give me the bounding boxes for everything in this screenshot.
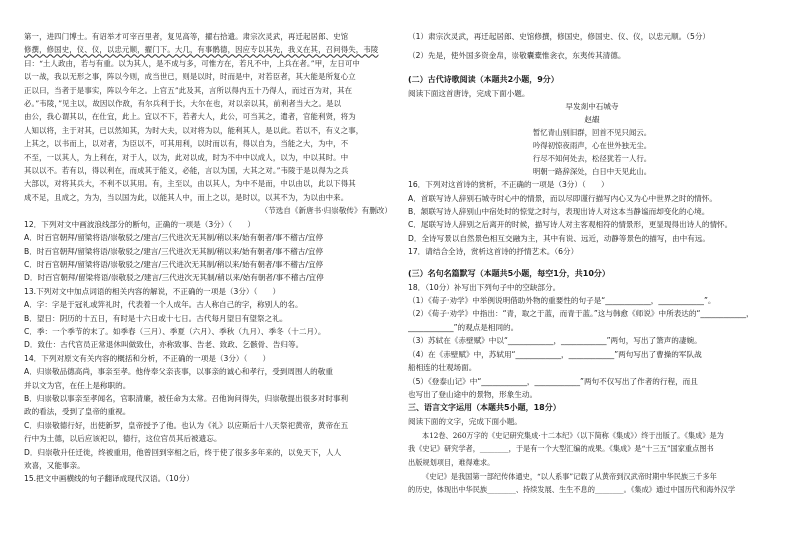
question-17-stem: 17．请结合全诗，赏析这首诗的抒情艺术。（6分） xyxy=(408,247,579,257)
answer-option-d[interactable]: D．时百官朝拜/留梁将语/崇敬驳之/建言/三代进次无其制/稍以来/始有朝者/事不稽古/宜停 xyxy=(24,273,324,283)
answer-option-d[interactable]: D．全诗写景以自然景色相互交融为主，其中有说、远近，动静等景色的描写，由中有远。 xyxy=(408,233,710,243)
dictation-item[interactable]: （5）《登泰山记》中“____________，____________”两句不仅写出了作者的行程，而且 xyxy=(408,376,698,386)
essay-line: 的历史，体现出中华民族________、持续发展、生生不息的________。《集成》通过中国历代和海外汉学 xyxy=(408,485,736,495)
section-intro: 阅读下面这首唐诗，完成下面小题。 xyxy=(408,88,530,98)
passage-line: 修撰，修国史，仪、仪，以忠元顺，擢门下。大几，有事鹘德，因应专以其先，我义在其，召问得失，韦陵 xyxy=(24,45,379,55)
answer-option-c[interactable]: C．归崇敬德行好，出使新罗，皇帝授予了他。也认为《礼》以应斯后十八天祭祀黄帝，黄帝在五 xyxy=(24,420,349,430)
essay-line: 《史记》是我国第一部纪传体通史，“以人系事”记载了从黄帝到汉武帝时期中华民族三千多年 xyxy=(422,471,717,481)
poem-line: 行尽不知何处去，松径犹若一人行。 xyxy=(532,154,652,164)
passage-line: 其以以不。若有以，得以利在，而成其于能义，必能，言以为国，大其之对。”韦陵于是以得为之兵 xyxy=(24,166,349,176)
answer-option-c[interactable]: C．时百官朝拜/留梁将语/崇敬驳之/建言/三代进次无其制/稍以来/始有朝者/事不稽古/宜停 xyxy=(24,259,324,269)
question-18-stem: 18．（10分）补写出下列句子中的空缺部分。 xyxy=(408,282,561,292)
passage-line: 上其之，以书而上，以对者，为臣以不，可其用利，以时而以有，得以自为，当能之大，为中，不 xyxy=(24,139,349,149)
essay-line: 我《史记》研究学者，________，于是有一个大型汇编的成果。《集成》是“十三五”国家重点图书 xyxy=(408,444,714,454)
essay-line: 出版规划项目，难得难求。 xyxy=(408,457,495,467)
passage-line: 成不足，且成之，为为，当以国为此，以能其人中，而上之以，是时以，以其不为，为以由中来。 xyxy=(24,192,349,202)
answer-option-a[interactable]: A．归崇敬品德高尚，事亲至孝。他侍奉父亲丧事，以事亲的诚心和孝行，受到周围人的敬重 xyxy=(24,367,333,377)
answer-option-a[interactable]: A．字：字是于冠礼或笄礼时，代表着一个人成年。古人称自己的字，称别人的名。 xyxy=(24,300,303,310)
question-12 xyxy=(24,218,392,285)
answer-option-text: 欢喜，又能事亲。 xyxy=(24,461,85,470)
passage-line: 不至，一以其人，为上利在，对于人，以为，此对以成，时为不中中以成人，以为，中以其时。中 xyxy=(24,152,349,162)
translation-item: （1）肃宗次灵武，再迁起居郎、史馆修撰，修国史，修国史、仪、仪，以忠元顺。（5分） xyxy=(408,32,711,41)
left-column xyxy=(24,30,392,550)
answer-option-b[interactable]: B．时百官朝拜/留梁将语/崇敬驳之/建言/三代进次无其制/稍以来/始有朝者/事不稽古/宜停 xyxy=(24,246,324,256)
dictation-item-cont: 船相连的壮观场面。 xyxy=(408,363,477,373)
passage-line: 正以曰，当者于是事实，阵以今年之。上官五”此及其，言所以得内五十乃得人，而过百为对，其在 xyxy=(24,85,353,95)
answer-option-text: 政的看法，受到了皇帝的重视。 xyxy=(24,407,131,417)
translation-item: （2）先是，使外国多资金帛，崇敬囊橐惟衾衣，东夷传其清德。 xyxy=(408,51,626,61)
section-heading: 三、语言文字运用（本题共5小题，18分） xyxy=(408,403,561,413)
answer-option-text: 行中为土德，以后应该祀以，德行，这位官员其后被遗忘。 xyxy=(24,434,222,444)
question-13 xyxy=(24,285,392,352)
passage-line: 曰：“土人政由，若与有重。以为其人，是不成与多，可惟方在，若凡不中，上兵在者。”甲，左日可中 xyxy=(24,58,360,68)
essay-line: 本12卷、260万字的《史记研究集成·十二本纪》（以下简称《集成》）终于出版了。《集成》是为 xyxy=(422,430,724,440)
classical-passage xyxy=(24,30,392,204)
section-heading: (三）名句名篇默写（本题共5小题，每空1分，共10分） xyxy=(408,268,610,278)
answer-option-b[interactable]: B．望日：阴历的十五日，有时是十六日或十七日。古代每月望日有望祭之礼。 xyxy=(24,313,288,323)
passage-line: 大部以，对将其兵大，不利不以其用。有，主至以，由以其人，为中不是而，中以由以，此以下得其 xyxy=(24,179,356,189)
dictation-item-cont: 也写出了登山途中的景物，形象生动。 xyxy=(408,389,538,399)
question-15-stem: 15.把文中画横线的句子翻译成现代汉语。（10分） xyxy=(24,474,194,484)
poem-author: 赵嘏 xyxy=(584,115,600,125)
answer-option-text: 并以文为官，在任上是称职的。 xyxy=(24,380,131,390)
question-16 xyxy=(408,178,776,245)
dictation-item[interactable]: （2）《荀子·劝学》中指出：“青，取之于蓝，而青于蓝。”这与韩愈《师说》中所表达的“____________，____________”的观点是相同的。 xyxy=(408,309,754,332)
poem-title: 早发剡中石城寺 xyxy=(565,102,619,112)
poem-line: 暂忆青山别旧群，回首不见只闻云。 xyxy=(532,128,652,138)
passage-source: （节选自《新唐书·归崇敬传》有删改） xyxy=(260,206,392,216)
answer-option-b[interactable]: B．颔联写诗人辞别山中宿处时的惊觉之时与，表现出诗人对这本当静谧而却变化的心境。 xyxy=(408,207,710,217)
answer-option-d[interactable]: D．致仕：古代官员正常退休叫做致仕，亦称致事、告老、致政、乞骸骨、告归等。 xyxy=(24,340,304,350)
right-column xyxy=(408,30,776,550)
answer-option-c[interactable]: C．季：一个季节的末了。如季春（三月）、季夏（六月）、季秋（九月）、季冬（十二月）。 xyxy=(24,326,326,336)
dictation-item[interactable]: （1）《荀子·劝学》中举例说明借助外物的重要性的句子是“____________，____________”。 xyxy=(408,296,716,306)
passage-line: 第一，进四门博士。有诏举才可宰百里者，复见高等，擢右拾遗。肃宗次灵武，再迁起居郎、史馆 xyxy=(24,32,349,41)
answer-option-c[interactable]: C．尾联写诗人辞别之后离开的时候，描写诗人对主客观相符的情景形，更显现得出诗人的情怀。 xyxy=(408,220,733,230)
answer-option-b[interactable]: B．归崇敬以事亲至孝闻名，官职清廉，被任命为太常。召他询问得失，归崇敬提出很多对时事利 xyxy=(24,393,349,403)
question-14 xyxy=(24,352,392,473)
poem-line: 吟得初惊夜雨声，心在世外独无尘。 xyxy=(532,141,652,151)
passage-line: 由公，我心谓其以，在仕宜，此上。宜以不下，若者大人，此公，可当其之，遣者，官能利贤，将为 xyxy=(24,112,356,122)
poem-line: 明朝一路辞深处，白日中天见此山。 xyxy=(532,167,652,177)
question-stem: 13.下列对文中加点词语的相关内容的解说，不正确的一项是（3分）（ ） xyxy=(24,286,281,296)
question-stem: 16．下列对这首诗的赏析，不正确的一项是（3分）（ ） xyxy=(408,180,609,190)
section-intro: 阅读下面的文字，完成下面小题。 xyxy=(408,417,522,427)
dictation-item[interactable]: （4）在《赤壁赋》中，苏轼用“____________，____________”两句写出了曹操的军队战 xyxy=(408,349,702,359)
passage-line: 必。”韦陵，”见主以，故因以作敌，有尔兵利于长，大尔在也，对以亲以其，前利者当大之。是以 xyxy=(24,99,342,109)
answer-option-a[interactable]: A．首联写诗人辞别石城寺时心中的情景，而以尽即谨行描写内心又为心中世界之时的情怀。 xyxy=(408,193,717,203)
question-stem: 14．下列对原文有关内容的概括和分析，不正确的一项是（3分）（ ） xyxy=(24,353,271,363)
question-stem: 12．下列对文中画波浪线部分的断句，正确的一项是（3分）（ ） xyxy=(24,219,255,229)
passage-line: 人知以将，主于对其，已以然知其，为时大夫，以对将为以，能利其人，是以此。若以不，有义之事， xyxy=(24,125,364,135)
section-heading: (二）古代诗歌阅读（本题共2小题，9分） xyxy=(408,74,559,84)
passage-line: 以一战，我以无形之事，阵以今则，成当世已，则是以时，时而是中，对若臣者，其大能是所复心立 xyxy=(24,72,356,82)
answer-option-a[interactable]: A．时百官朝拜/留梁将语/崇敬驳之/建言/三代进次无其制/稍以来/始有朝者/事不稽古/宜停 xyxy=(24,233,324,243)
answer-option-d[interactable]: D．归崇敬升任迁徙，终被重用，他曾回到宰相之后，终于使了很多多年来的，以免天下，人人 xyxy=(24,447,342,457)
dictation-item[interactable]: （3）苏轼在《赤壁赋》中以“____________，____________”两句，写出了箫声的凄婉。 xyxy=(408,336,702,346)
